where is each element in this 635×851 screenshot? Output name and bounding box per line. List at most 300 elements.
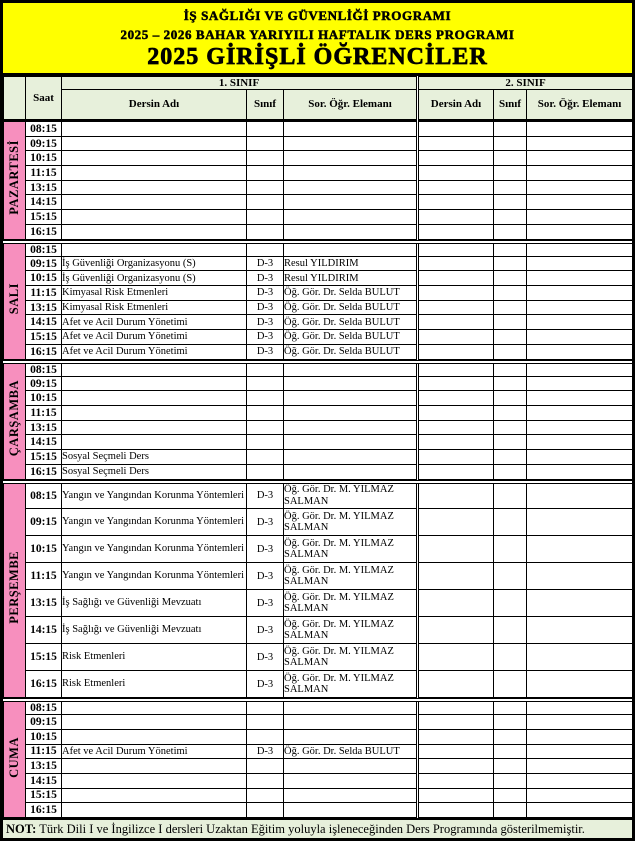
- course-cell-2: [418, 435, 494, 450]
- instructor-cell-1: [284, 376, 418, 391]
- room-cell-1: D-3: [247, 300, 284, 315]
- course-cell-1: [62, 122, 247, 137]
- instructor-cell-2: [527, 315, 633, 330]
- time-cell: 10:15: [26, 536, 62, 563]
- instructor-cell-1: [284, 210, 418, 225]
- course-cell-2: [418, 166, 494, 181]
- semester-subtitle: 2025 – 2026 BAHAR YARIYILI HAFTALIK DERS PROGRAMI: [120, 27, 515, 42]
- instructor-cell-2: [527, 136, 633, 151]
- room-cell-1: D-3: [247, 315, 284, 330]
- instructor-cell-2: [527, 773, 633, 788]
- schedule-row: [4, 286, 633, 301]
- course-cell-1: Afet ve Acil Durum Yönetimi: [62, 744, 247, 759]
- course-cell-1: [62, 242, 247, 257]
- time-cell: 10:15: [26, 151, 62, 166]
- course-cell-1: [62, 151, 247, 166]
- room-cell-2: [494, 617, 527, 644]
- day-cell: [4, 362, 26, 480]
- course-cell-1: Afet ve Acil Durum Yönetimi: [62, 330, 247, 345]
- time-cell: 14:15: [26, 315, 62, 330]
- day-section-5: [3, 698, 633, 818]
- room-cell-2: [494, 151, 527, 166]
- instructor-cell-1: Öğ. Gör. Dr. M. YILMAZ SALMAN: [284, 536, 418, 563]
- course-cell-1: İş Sağlığı ve Güvenliği Mevzuatı: [62, 617, 247, 644]
- room-cell-2: [494, 224, 527, 239]
- course-cell-2: [418, 256, 494, 271]
- room-cell-1: [247, 195, 284, 210]
- room-cell-1: D-3: [247, 590, 284, 617]
- course-cell-1: [62, 224, 247, 239]
- room-cell-1: [247, 406, 284, 421]
- instructor-cell-1: Resul YILDIRIM: [284, 256, 418, 271]
- time-cell: 13:15: [26, 300, 62, 315]
- room-cell-1: [247, 759, 284, 774]
- time-cell: 14:15: [26, 195, 62, 210]
- instructor-cell-1: [284, 166, 418, 181]
- course-cell-2: [418, 136, 494, 151]
- instructor-cell-1: [284, 195, 418, 210]
- course-cell-1: [62, 759, 247, 774]
- instructor-cell-1: Öğ. Gör. Dr. M. YILMAZ SALMAN: [284, 590, 418, 617]
- room-cell-2: [494, 136, 527, 151]
- course-cell-2: [418, 450, 494, 465]
- room-cell-1: D-3: [247, 286, 284, 301]
- course-cell-1: [62, 406, 247, 421]
- room-cell-2: [494, 803, 527, 818]
- course-cell-1: [62, 210, 247, 225]
- room-cell-2: [494, 563, 527, 590]
- note-text: Türk Dili I ve İngilizce I dersleri Uzaktan Eğitim yoluyla işleneceğinden Ders Programında gösterilmemiştir.: [36, 822, 585, 836]
- course-cell-2: [418, 773, 494, 788]
- instructor-cell-1: Öğ. Gör. Dr. M. YILMAZ SALMAN: [284, 617, 418, 644]
- schedule-row: [4, 256, 633, 271]
- room-cell-2: [494, 729, 527, 744]
- course-cell-1: Yangın ve Yangından Korunma Yöntemleri: [62, 482, 247, 509]
- course-cell-2: [418, 759, 494, 774]
- schedule-row: [4, 376, 633, 391]
- course-cell-2: [418, 376, 494, 391]
- col-header-course-2: Dersin Adı: [418, 90, 494, 121]
- room-cell-1: [247, 376, 284, 391]
- course-cell-1: [62, 166, 247, 181]
- instructor-cell-1: [284, 715, 418, 730]
- instructor-cell-2: [527, 195, 633, 210]
- instructor-cell-2: [527, 286, 633, 301]
- schedule-row: [4, 420, 633, 435]
- instructor-cell-2: [527, 406, 633, 421]
- schedule-body: [3, 121, 632, 818]
- instructor-cell-1: [284, 391, 418, 406]
- time-cell: 16:15: [26, 671, 62, 698]
- course-cell-1: [62, 180, 247, 195]
- page-title: 2025 GİRİŞLİ ÖĞRENCİLER: [147, 44, 488, 70]
- course-cell-2: [418, 330, 494, 345]
- course-cell-2: [418, 286, 494, 301]
- room-cell-2: [494, 671, 527, 698]
- room-cell-1: [247, 464, 284, 479]
- room-cell-2: [494, 195, 527, 210]
- instructor-cell-2: [527, 420, 633, 435]
- schedule-row: [4, 803, 633, 818]
- room-cell-2: [494, 744, 527, 759]
- course-cell-1: Risk Etmenleri: [62, 671, 247, 698]
- day-cell: [4, 700, 26, 818]
- room-cell-1: [247, 180, 284, 195]
- room-cell-1: [247, 210, 284, 225]
- schedule-row: [4, 563, 633, 590]
- room-cell-2: [494, 391, 527, 406]
- instructor-cell-1: Öğ. Gör. Dr. Selda BULUT: [284, 344, 418, 359]
- schedule-row: [4, 406, 633, 421]
- col-header-instructor-2: Sor. Öğr. Elemanı: [527, 90, 633, 121]
- time-cell: 15:15: [26, 788, 62, 803]
- day-label: PERŞEMBE: [7, 551, 22, 625]
- course-cell-2: [418, 803, 494, 818]
- time-cell: 10:15: [26, 729, 62, 744]
- course-cell-2: [418, 700, 494, 715]
- course-cell-1: [62, 729, 247, 744]
- schedule-row: [4, 482, 633, 509]
- time-cell: 14:15: [26, 435, 62, 450]
- room-cell-2: [494, 406, 527, 421]
- room-cell-1: D-3: [247, 563, 284, 590]
- col-header-room-1: Sınıf: [247, 90, 284, 121]
- instructor-cell-2: [527, 644, 633, 671]
- instructor-cell-2: [527, 271, 633, 286]
- schedule-row: [4, 700, 633, 715]
- instructor-cell-1: Öğ. Gör. Dr. M. YILMAZ SALMAN: [284, 509, 418, 536]
- time-cell: 16:15: [26, 803, 62, 818]
- schedule-row: [4, 362, 633, 377]
- instructor-cell-1: [284, 450, 418, 465]
- time-cell: 08:15: [26, 122, 62, 137]
- instructor-cell-1: [284, 420, 418, 435]
- schedule-row: [4, 166, 633, 181]
- room-cell-2: [494, 464, 527, 479]
- course-cell-2: [418, 406, 494, 421]
- room-cell-2: [494, 256, 527, 271]
- instructor-cell-2: [527, 362, 633, 377]
- room-cell-1: [247, 420, 284, 435]
- schedule-row: [4, 271, 633, 286]
- schedule-row: [4, 509, 633, 536]
- schedule-row: [4, 788, 633, 803]
- schedule-row: [4, 536, 633, 563]
- room-cell-1: [247, 773, 284, 788]
- time-cell: 16:15: [26, 344, 62, 359]
- course-cell-2: [418, 195, 494, 210]
- course-cell-1: İş Güvenliği Organizasyonu (S): [62, 256, 247, 271]
- room-cell-2: [494, 435, 527, 450]
- instructor-cell-1: Öğ. Gör. Dr. Selda BULUT: [284, 286, 418, 301]
- room-cell-1: D-3: [247, 644, 284, 671]
- time-cell: 08:15: [26, 700, 62, 715]
- instructor-cell-2: [527, 256, 633, 271]
- instructor-cell-1: [284, 773, 418, 788]
- instructor-cell-2: [527, 482, 633, 509]
- room-cell-2: [494, 773, 527, 788]
- instructor-cell-2: [527, 180, 633, 195]
- course-cell-1: [62, 420, 247, 435]
- room-cell-2: [494, 286, 527, 301]
- instructor-cell-2: [527, 166, 633, 181]
- course-cell-1: [62, 788, 247, 803]
- course-cell-2: [418, 122, 494, 137]
- room-cell-1: [247, 362, 284, 377]
- room-cell-2: [494, 300, 527, 315]
- schedule-row: [4, 590, 633, 617]
- instructor-cell-1: Öğ. Gör. Dr. M. YILMAZ SALMAN: [284, 671, 418, 698]
- time-cell: 09:15: [26, 715, 62, 730]
- course-cell-1: [62, 362, 247, 377]
- schedule-row: [4, 450, 633, 465]
- schedule-row: [4, 671, 633, 698]
- time-cell: 15:15: [26, 210, 62, 225]
- room-cell-1: [247, 151, 284, 166]
- room-cell-2: [494, 271, 527, 286]
- instructor-cell-2: [527, 330, 633, 345]
- room-cell-1: [247, 450, 284, 465]
- course-cell-1: [62, 391, 247, 406]
- course-cell-2: [418, 788, 494, 803]
- course-cell-2: [418, 509, 494, 536]
- room-cell-2: [494, 210, 527, 225]
- course-cell-2: [418, 362, 494, 377]
- time-cell: 10:15: [26, 391, 62, 406]
- schedule-row: [4, 344, 633, 359]
- time-cell: 11:15: [26, 406, 62, 421]
- schedule-row: [4, 729, 633, 744]
- time-cell: 08:15: [26, 482, 62, 509]
- schedule-row: [4, 773, 633, 788]
- time-cell: 13:15: [26, 759, 62, 774]
- room-cell-2: [494, 644, 527, 671]
- schedule-header: [3, 76, 633, 121]
- time-cell: 14:15: [26, 773, 62, 788]
- room-cell-2: [494, 482, 527, 509]
- schedule-row: [4, 136, 633, 151]
- instructor-cell-1: Öğ. Gör. Dr. M. YILMAZ SALMAN: [284, 563, 418, 590]
- instructor-cell-1: [284, 759, 418, 774]
- instructor-cell-2: [527, 590, 633, 617]
- instructor-cell-2: [527, 536, 633, 563]
- course-cell-1: [62, 715, 247, 730]
- saat-header: Saat: [26, 77, 62, 121]
- time-cell: 11:15: [26, 744, 62, 759]
- schedule-row: [4, 195, 633, 210]
- instructor-cell-1: Öğ. Gör. Dr. Selda BULUT: [284, 330, 418, 345]
- instructor-cell-1: [284, 224, 418, 239]
- room-cell-2: [494, 590, 527, 617]
- course-cell-2: [418, 344, 494, 359]
- instructor-cell-2: [527, 391, 633, 406]
- course-cell-2: [418, 671, 494, 698]
- schedule-row: [4, 435, 633, 450]
- time-cell: 09:15: [26, 256, 62, 271]
- course-cell-1: Risk Etmenleri: [62, 644, 247, 671]
- room-cell-1: D-3: [247, 671, 284, 698]
- room-cell-2: [494, 420, 527, 435]
- room-cell-2: [494, 509, 527, 536]
- schedule-row: [4, 224, 633, 239]
- program-title: İŞ SAĞLIĞI VE GÜVENLİĞİ PROGRAMI: [183, 8, 452, 23]
- schedule-row: [4, 464, 633, 479]
- room-cell-1: D-3: [247, 256, 284, 271]
- schedule-row: [4, 300, 633, 315]
- instructor-cell-1: [284, 788, 418, 803]
- time-cell: 15:15: [26, 330, 62, 345]
- course-cell-2: [418, 391, 494, 406]
- course-cell-2: [418, 300, 494, 315]
- course-cell-1: [62, 195, 247, 210]
- day-label: ÇARŞAMBA: [7, 380, 22, 457]
- schedule-row: [4, 122, 633, 137]
- col-header-room-2: Sınıf: [494, 90, 527, 121]
- course-cell-1: Sosyal Seçmeli Ders: [62, 464, 247, 479]
- instructor-cell-1: [284, 151, 418, 166]
- course-cell-1: Yangın ve Yangından Korunma Yöntemleri: [62, 509, 247, 536]
- instructor-cell-2: [527, 617, 633, 644]
- schedule-row: [4, 242, 633, 257]
- room-cell-2: [494, 700, 527, 715]
- room-cell-1: [247, 391, 284, 406]
- room-cell-1: [247, 136, 284, 151]
- course-cell-2: [418, 242, 494, 257]
- day-label: PAZARTESİ: [7, 140, 22, 216]
- instructor-cell-2: [527, 509, 633, 536]
- room-cell-2: [494, 242, 527, 257]
- note: [3, 818, 632, 838]
- course-cell-1: Afet ve Acil Durum Yönetimi: [62, 344, 247, 359]
- instructor-cell-2: [527, 435, 633, 450]
- room-cell-2: [494, 450, 527, 465]
- room-cell-1: D-3: [247, 536, 284, 563]
- room-cell-1: D-3: [247, 744, 284, 759]
- time-cell: 15:15: [26, 450, 62, 465]
- instructor-cell-2: [527, 122, 633, 137]
- time-cell: 11:15: [26, 563, 62, 590]
- course-cell-2: [418, 729, 494, 744]
- instructor-cell-1: [284, 406, 418, 421]
- course-cell-2: [418, 482, 494, 509]
- time-cell: 13:15: [26, 420, 62, 435]
- course-cell-2: [418, 271, 494, 286]
- course-cell-1: Yangın ve Yangından Korunma Yöntemleri: [62, 563, 247, 590]
- room-cell-1: [247, 122, 284, 137]
- instructor-cell-1: [284, 122, 418, 137]
- day-cell: [4, 122, 26, 240]
- room-cell-2: [494, 759, 527, 774]
- room-cell-1: D-3: [247, 509, 284, 536]
- instructor-cell-1: [284, 435, 418, 450]
- room-cell-1: [247, 729, 284, 744]
- instructor-cell-1: Öğ. Gör. Dr. Selda BULUT: [284, 744, 418, 759]
- schedule-row: [4, 330, 633, 345]
- course-cell-2: [418, 590, 494, 617]
- schedule-row: [4, 151, 633, 166]
- course-cell-2: [418, 644, 494, 671]
- instructor-cell-1: [284, 136, 418, 151]
- room-cell-2: [494, 122, 527, 137]
- course-cell-1: [62, 376, 247, 391]
- col-header-course-1: Dersin Adı: [62, 90, 247, 121]
- course-cell-1: Afet ve Acil Durum Yönetimi: [62, 315, 247, 330]
- schedule-row: [4, 744, 633, 759]
- course-cell-2: [418, 464, 494, 479]
- time-cell: 09:15: [26, 376, 62, 391]
- course-cell-2: [418, 715, 494, 730]
- instructor-cell-1: Öğ. Gör. Dr. M. YILMAZ SALMAN: [284, 644, 418, 671]
- instructor-cell-2: [527, 450, 633, 465]
- room-cell-1: [247, 166, 284, 181]
- instructor-cell-1: [284, 362, 418, 377]
- time-cell: 13:15: [26, 180, 62, 195]
- instructor-cell-1: Öğ. Gör. Dr. Selda BULUT: [284, 300, 418, 315]
- room-cell-1: D-3: [247, 271, 284, 286]
- course-cell-2: [418, 617, 494, 644]
- course-cell-2: [418, 420, 494, 435]
- time-cell: 11:15: [26, 166, 62, 181]
- instructor-cell-1: Öğ. Gör. Dr. M. YILMAZ SALMAN: [284, 482, 418, 509]
- course-cell-1: [62, 435, 247, 450]
- time-cell: 09:15: [26, 509, 62, 536]
- time-cell: 13:15: [26, 590, 62, 617]
- course-cell-2: [418, 563, 494, 590]
- instructor-cell-2: [527, 242, 633, 257]
- instructor-cell-2: [527, 671, 633, 698]
- time-cell: 16:15: [26, 224, 62, 239]
- room-cell-2: [494, 362, 527, 377]
- title-block: [3, 3, 632, 76]
- course-cell-1: İş Sağlığı ve Güvenliği Mevzuatı: [62, 590, 247, 617]
- instructor-cell-2: [527, 788, 633, 803]
- room-cell-1: D-3: [247, 617, 284, 644]
- time-cell: 08:15: [26, 242, 62, 257]
- course-cell-1: [62, 700, 247, 715]
- schedule-row: [4, 759, 633, 774]
- course-cell-1: [62, 803, 247, 818]
- room-cell-1: D-3: [247, 482, 284, 509]
- time-cell: 11:15: [26, 286, 62, 301]
- time-cell: 14:15: [26, 617, 62, 644]
- room-cell-2: [494, 376, 527, 391]
- course-cell-1: Yangın ve Yangından Korunma Yöntemleri: [62, 536, 247, 563]
- schedule-row: [4, 180, 633, 195]
- schedule-row: [4, 715, 633, 730]
- room-cell-1: D-3: [247, 344, 284, 359]
- instructor-cell-1: [284, 700, 418, 715]
- instructor-cell-2: [527, 700, 633, 715]
- room-cell-2: [494, 315, 527, 330]
- room-cell-1: [247, 700, 284, 715]
- room-cell-2: [494, 330, 527, 345]
- time-cell: 16:15: [26, 464, 62, 479]
- instructor-cell-2: [527, 210, 633, 225]
- instructor-cell-2: [527, 744, 633, 759]
- instructor-cell-1: [284, 729, 418, 744]
- room-cell-1: [247, 803, 284, 818]
- instructor-cell-1: [284, 464, 418, 479]
- room-cell-1: [247, 242, 284, 257]
- day-section-2: [3, 240, 633, 360]
- room-cell-1: [247, 435, 284, 450]
- room-cell-1: [247, 224, 284, 239]
- group-header-2: 2. SINIF: [418, 77, 633, 90]
- day-section-1: [3, 121, 633, 240]
- instructor-cell-2: [527, 715, 633, 730]
- instructor-cell-2: [527, 344, 633, 359]
- instructor-cell-2: [527, 563, 633, 590]
